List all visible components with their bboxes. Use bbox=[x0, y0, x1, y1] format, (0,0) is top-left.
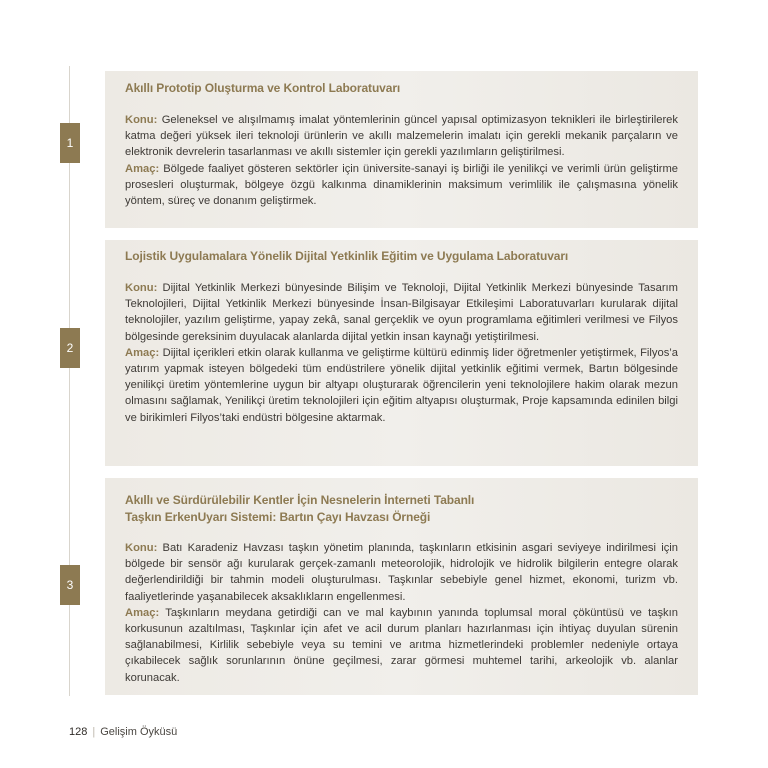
amac-label: Amaç: bbox=[125, 346, 160, 359]
amac-label: Amaç: bbox=[125, 606, 160, 619]
konu-text: Dijital Yetkinlik Merkezi bünyesinde Bilişim ve Teknoloji, Dijital Yetkinlik Merkezi bünyesinde Tasarım Teknolojileri, Dijital Yetkinlik Merkezi bünyesinde İnsan-Bilgisayar Etkileşimi Laboratuvarları kurularak dijital teknolojiler, yazılım geliştirme, yapay zekâ, sanal gerçeklik ve oyun programlama eğitimleri verilmesi ve Filyos bölgesinde gereksinim duyulacak alanlarda dijital yetkin insan kaynağı yetiştirilmesi. bbox=[125, 282, 678, 343]
section-title: Akıllı ve Sürdürülebilir Kentler İçin Nesnelerin İnterneti Tabanlı bbox=[125, 493, 475, 507]
footer-separator: | bbox=[92, 726, 96, 738]
section-number-badge: 3 bbox=[60, 565, 80, 605]
page-footer bbox=[69, 726, 177, 738]
konu-label: Konu: bbox=[125, 282, 158, 294]
section-konu bbox=[125, 280, 678, 345]
section-title: Akıllı Prototip Oluşturma ve Kontrol Laboratuvarı bbox=[125, 81, 401, 95]
chapter-title: Gelişim Öyküsü bbox=[100, 726, 178, 738]
amac-text: Bölgede faaliyet gösteren sektörler için üniversite-sanayi iş birliği ile yenilikçi ve verimli ürün geliştirme prosesleri oluşturmak, bölgeye özgü kalkınma dinamiklerinin maksimum verimlilik ile çalışmasına yönelik yöntem, süreç ve donanım geliştirmek. bbox=[125, 162, 678, 208]
section-card bbox=[105, 478, 698, 695]
amac-text: Dijital içerikleri etkin olarak kullanma ve geliştirme kültürü edinmiş lider öğretmenler yetiştirmek, Filyos’a yatırım yapmak isteyen bölgedeki tüm endüstrilere yönelik dijital yetkinlik eğitimi vermek, Bartın bölgesinde yenilikçi üretim yöntemlerine uygun bir altyapı oluşturarak öğrencilerin yeni teknolojilere hakim olarak mezun olmasını sağlamak, Yenilikçi üretim teknolojileri için eğitim altyapısı oluşturmak, Proje kapsamında edinilen bilgi ve birikimleri Filyos’taki endüstri bölgesine aktarmak. bbox=[125, 346, 678, 424]
section-card bbox=[105, 71, 698, 228]
konu-text: Batı Karadeniz Havzası taşkın yönetim planında, taşkınların etkisinin asgari seviyeye indirilmesi için bölgede bir sensör ağı kurularak gerçek-zamanlı meteorolojik, hidrolojik ve hidrolik bilgilerin entegre olarak değerlendirildiği bir tahmin modeli oluşturulması. Taşkınlar sebebiyle genel hizmet, ekonomi, turizm vb. faaliyetlerinde yaşanabilecek aksaklıkların engellenmesi. bbox=[125, 542, 678, 603]
section-title-line2: Taşkın ErkenUyarı Sistemi: Bartın Çayı Havzası Örneği bbox=[125, 510, 431, 524]
section-konu bbox=[125, 540, 678, 605]
section-konu bbox=[125, 112, 678, 161]
konu-text: Geleneksel ve alışılmamış imalat yöntemlerinin güncel yapısal optimizasyon teknikleri ile birleştirilerek katma değeri yüksek ileri teknoloji ürünlerin ve akıllı malzemelerin imalatı için gerekli mekanik parçaların ve elektronik devrelerin tasarlanması ve akıllı sistemler için gerekli yazılımların geliştirilmesi. bbox=[125, 114, 678, 159]
konu-label: Konu: bbox=[125, 542, 158, 554]
page-number: 128 bbox=[69, 726, 88, 738]
konu-label: Konu: bbox=[125, 114, 158, 126]
section-amac bbox=[125, 161, 678, 210]
section-title: Lojistik Uygulamalara Yönelik Dijital Yetkinlik Eğitim ve Uygulama Laboratuvarı bbox=[125, 249, 569, 263]
section-card bbox=[105, 240, 698, 466]
amac-text: Taşkınların meydana getirdiği can ve mal kaybının yanında toplumsal moral çöküntüsü ve taşkın korkusunun azaltılması, Taşkınlar için afet ve acil durum planları hazırlanması için ihtiyaç duyulan sürenin sağlanabilmesi, Kirlilik sebebiyle veya su temini ve arıtma hizmetlerindeki problemler nedeniyle ortaya çıkabilecek sağlık sorunlarının önüne geçilmesi, zarar görmesi muhtemel tarihi, arkeolojik vb. alanlar korunacak. bbox=[125, 606, 678, 684]
amac-label: Amaç: bbox=[125, 162, 160, 175]
section-amac bbox=[125, 345, 678, 426]
section-amac bbox=[125, 605, 678, 686]
section-number-badge: 1 bbox=[60, 123, 80, 163]
section-number-badge: 2 bbox=[60, 328, 80, 368]
